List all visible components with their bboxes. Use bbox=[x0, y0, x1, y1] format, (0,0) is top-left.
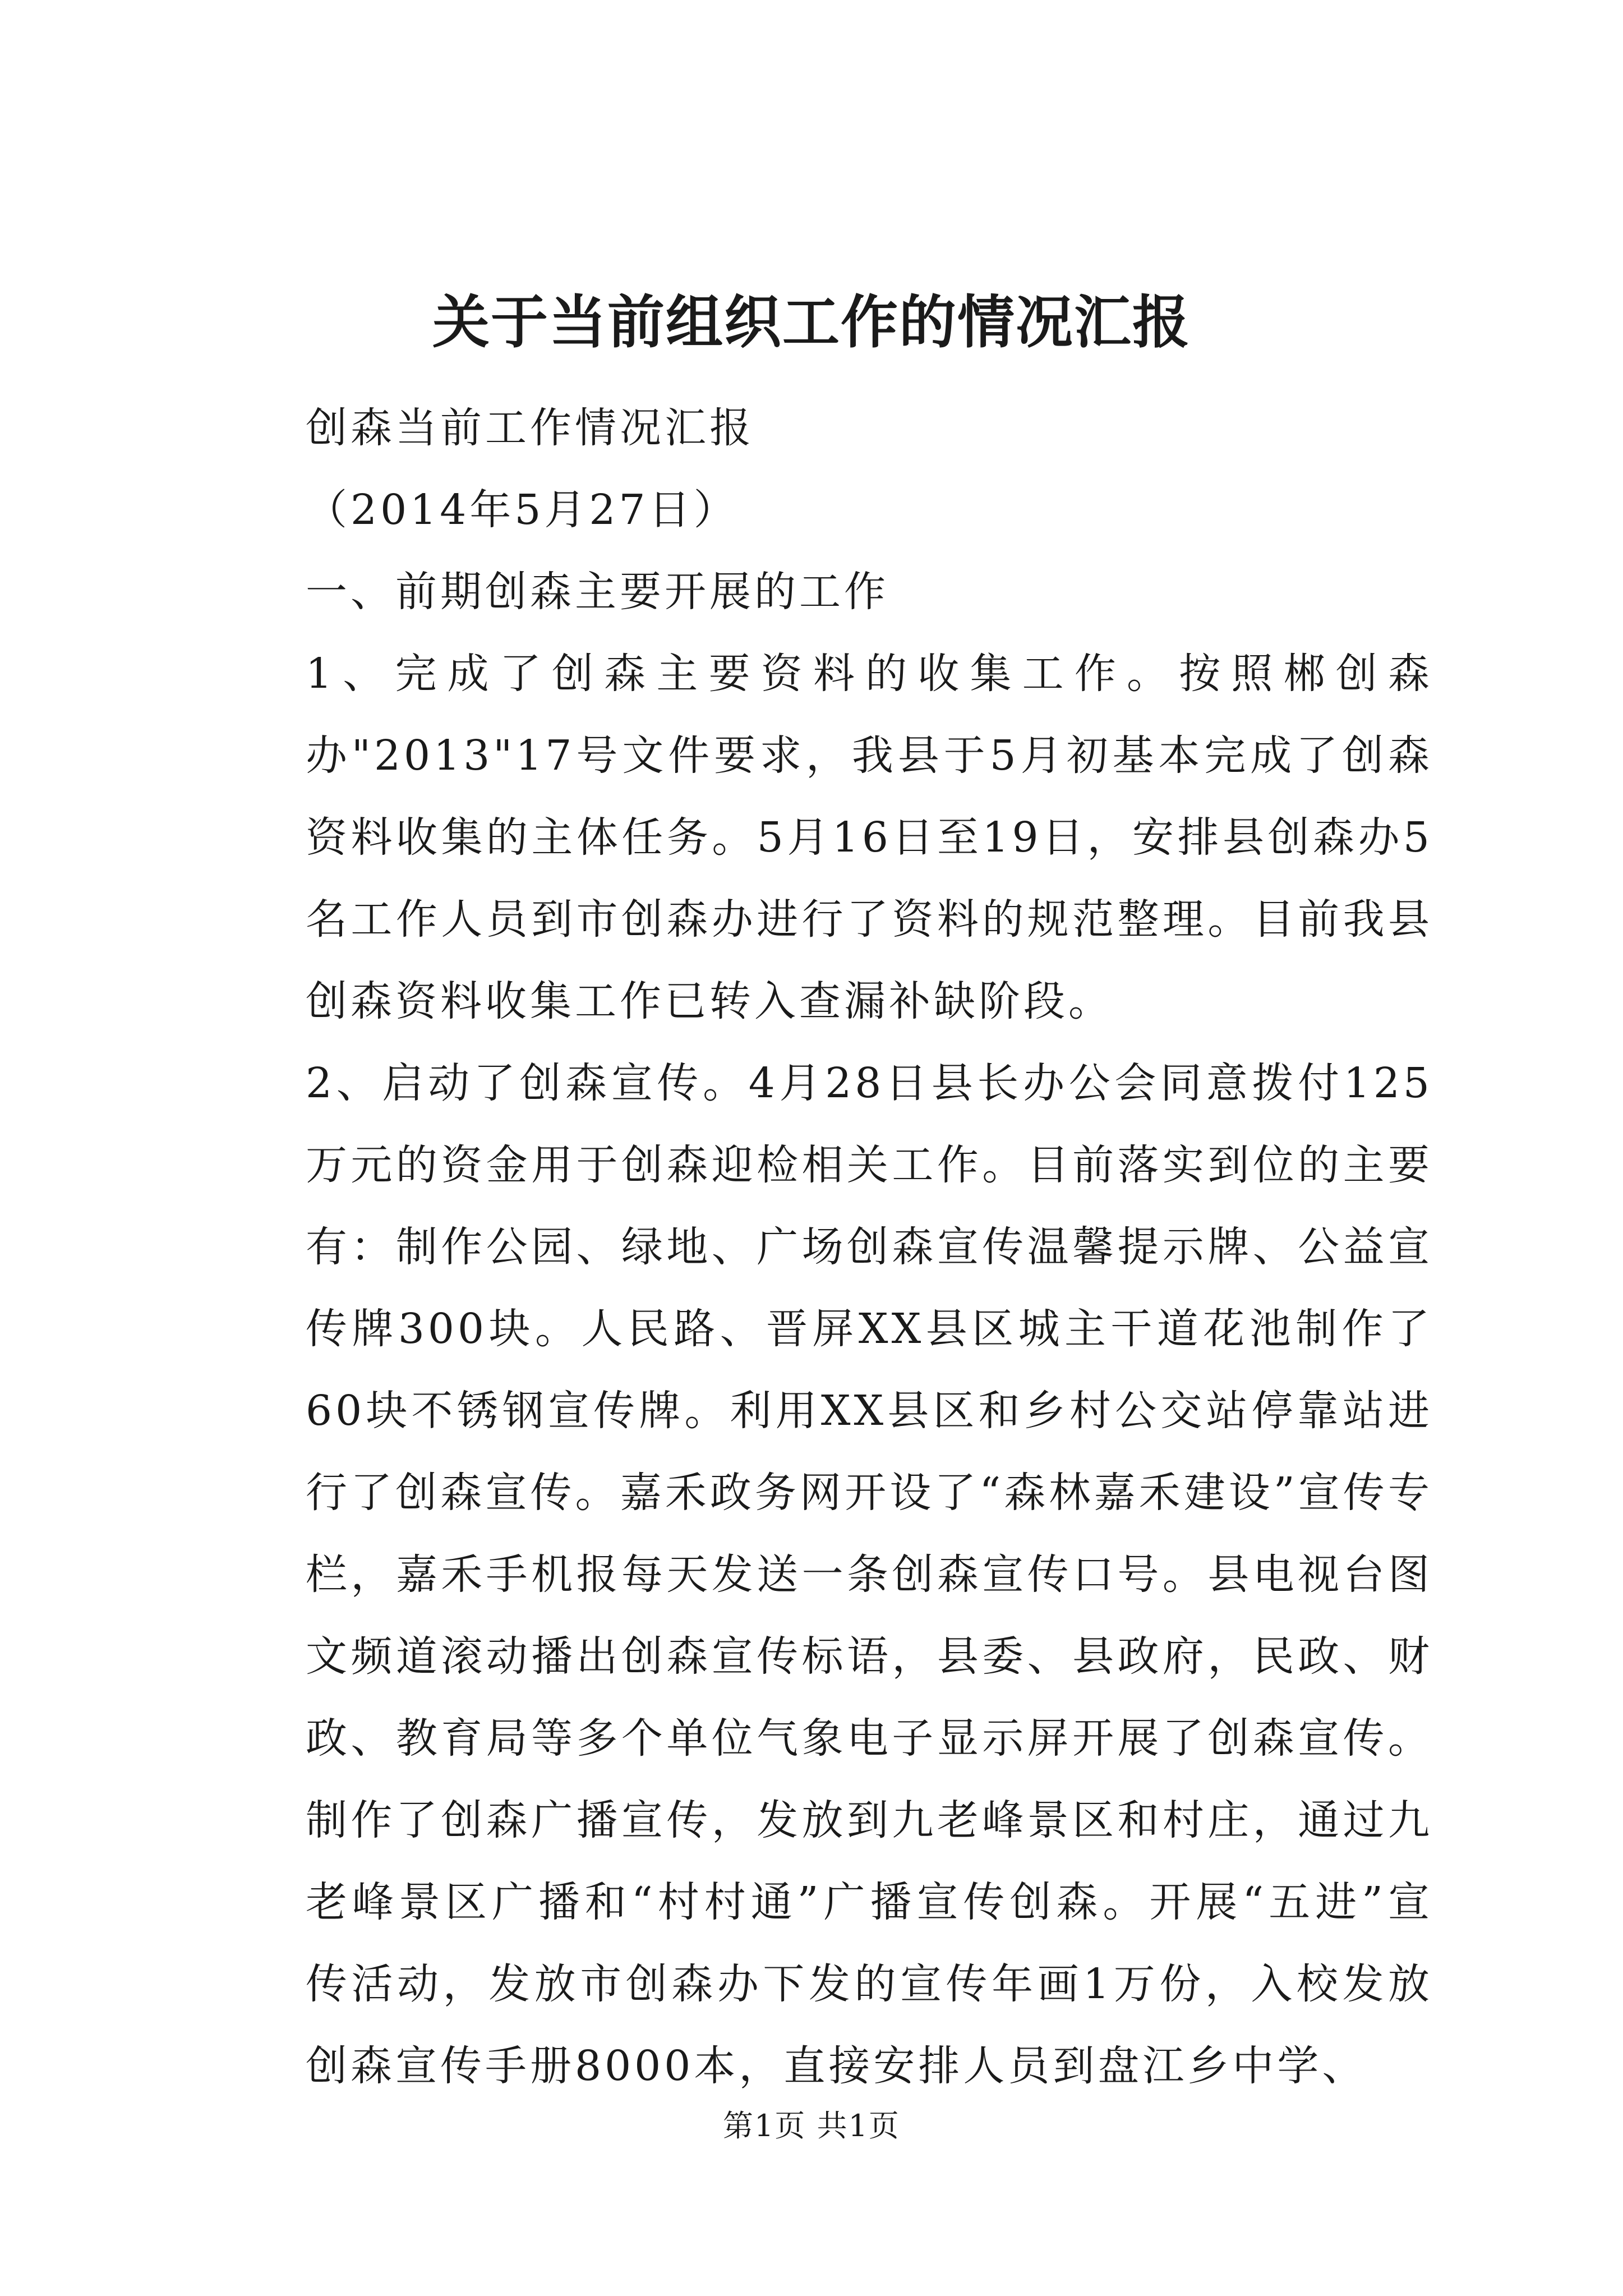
document-title: 关于当前组织工作的情况汇报 bbox=[432, 289, 1191, 356]
body-paragraph-1: 1、完成了创森主要资料的收集工作。按照郴创森办"2013"17号文件要求，我县于5月初基本完成了创森资料收集的主体任务。5月16日至19日，安排县创森办5名工作人员到市创森办进行了资料的规范整理。目前我县创森资料收集工作已转入查漏补缺阶段。 bbox=[306, 650, 1433, 1025]
subtitle-paragraph: 创森当前工作情况汇报 bbox=[306, 404, 754, 452]
document-body bbox=[306, 387, 1433, 2107]
page-footer: 第1页 共1页 bbox=[723, 2108, 900, 2143]
section-heading: 一、前期创森主要开展的工作 bbox=[306, 568, 889, 616]
date-paragraph: （2014年5月27日） bbox=[306, 486, 739, 534]
body-paragraph-2: 2、启动了创森宣传。4月28日县长办公会同意拨付125万元的资金用于创森迎检相关工作。目前落实到位的主要有：制作公园、绿地、广场创森宣传温馨提示牌、公益宣传牌300块。人民路、晋屏XX县区城主干道花池制作了60块不锈钢宣传牌。利用XX县区和乡村公交站停靠站进行了创森宣传。嘉禾政务网开设了“森林嘉禾建设”宣传专栏，嘉禾手机报每天发送一条创森宣传口号。县电视台图文频道滚动播出创森宣传标语，县委、县政府，民政、财政、教育局等多个单位气象电子显示屏开展了创森宣传。制作了创森广播宣传，发放到九老峰景区和村庄，通过九老峰景区广播和“村村通”广播宣传创森。开展“五进”宣传活动，发放市创森办下发的宣传年画1万份，入校发放创森宣传手册8000本，直接安排人员到盘江乡中学、 bbox=[306, 1059, 1433, 2090]
